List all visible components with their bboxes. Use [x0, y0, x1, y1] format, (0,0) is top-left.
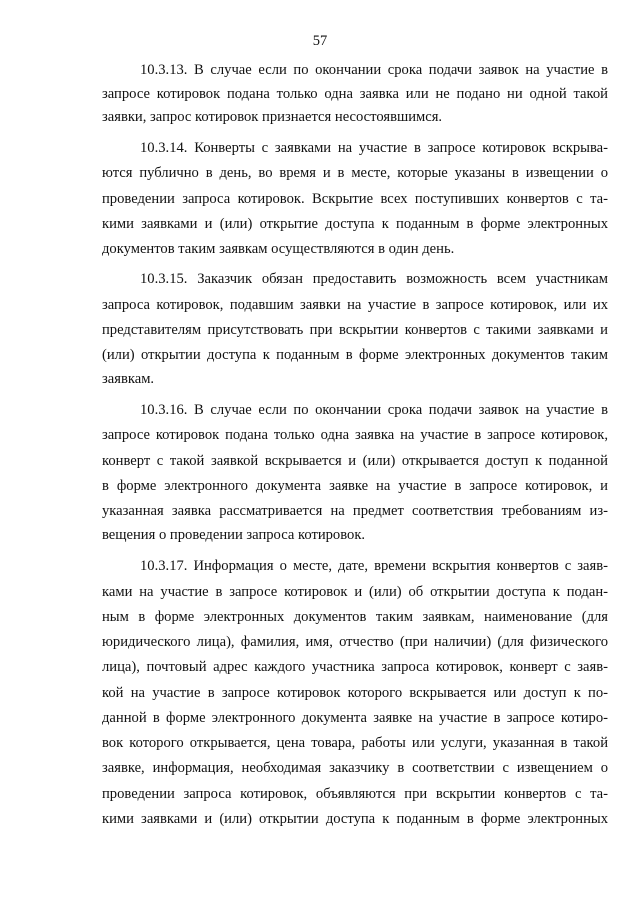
text-line: вок которого открывается, цена товара, работы или услуги, указанная в такой	[102, 735, 608, 751]
text-line: запроса котировок, подавшим заявки на участие в запросе котировок, или их	[102, 297, 608, 313]
text-line: ются публично в день, во время и в месте, которые указаны в извещении о	[102, 165, 608, 181]
text-line: запросе котировок подана только одна заявка или не подано ни одной такой	[102, 86, 608, 102]
text-line: данной в форме электронного документа заявке на участие в запросе котиро-	[102, 710, 608, 726]
text-line: представителям присутствовать при вскрытии конвертов с такими заявками и	[102, 322, 608, 338]
text-line: кими заявками и (или) открытие доступа к поданным в форме электронных	[102, 216, 608, 232]
page-number: 57	[312, 33, 328, 49]
text-line: заявки, запрос котировок признается несостоявшимся.	[102, 109, 443, 125]
text-line: запросе котировок подана только одна заявка на участие в запросе котировок,	[102, 427, 608, 443]
text-line: документов таким заявкам осуществляются в один день.	[102, 241, 455, 257]
text-line: в форме электронного документа заявке на участие в запросе котировок, и	[102, 478, 608, 494]
text-line: проведении запроса котировок, объявляются при вскрытии конвертов с та-	[102, 786, 608, 802]
text-line: кой на участие в запросе котировок которого вскрывается или доступ к по-	[102, 685, 608, 701]
text-line: (или) открытии доступа к поданным в форме электронных документов таким	[102, 347, 608, 363]
text-line: проведении запроса котировок. Вскрытие всех поступивших конвертов с та-	[102, 191, 608, 207]
text-line: вещения о проведении запроса котировок.	[102, 527, 366, 543]
text-line: указанная заявка рассматривается на предмет соответствия требованиям из-	[102, 503, 608, 519]
text-line: 10.3.14. Конверты с заявками на участие в запросе котировок вскрыва-	[140, 140, 608, 156]
text-line: конверт с такой заявкой вскрывается и (или) открывается доступ к поданной	[102, 453, 608, 469]
text-line: 10.3.13. В случае если по окончании срока подачи заявок на участие в	[140, 62, 608, 78]
text-line: ками на участие в запросе котировок и (или) об открытии доступа к подан-	[102, 584, 608, 600]
text-line: 10.3.17. Информация о месте, дате, времени вскрытия конвертов с заяв-	[140, 558, 608, 574]
text-line: заявкам.	[102, 371, 155, 387]
text-line: заявке, информация, необходимая заказчику в соответствии с извещением о	[102, 760, 608, 776]
text-line: 10.3.15. Заказчик обязан предоставить возможность всем участникам	[140, 271, 608, 287]
text-line: ным в форме электронных документов таким заявкам, наименование (для	[102, 609, 608, 625]
text-line: юридического лица), фамилия, имя, отчество (при наличии) (для физического	[102, 634, 608, 650]
text-line: лица), почтовый адрес каждого участника запроса котировок, конверт с заяв-	[102, 659, 608, 675]
text-line: кими заявками и (или) открытии доступа к поданным в форме электронных	[102, 811, 608, 827]
text-line: 10.3.16. В случае если по окончании срока подачи заявок на участие в	[140, 402, 608, 418]
